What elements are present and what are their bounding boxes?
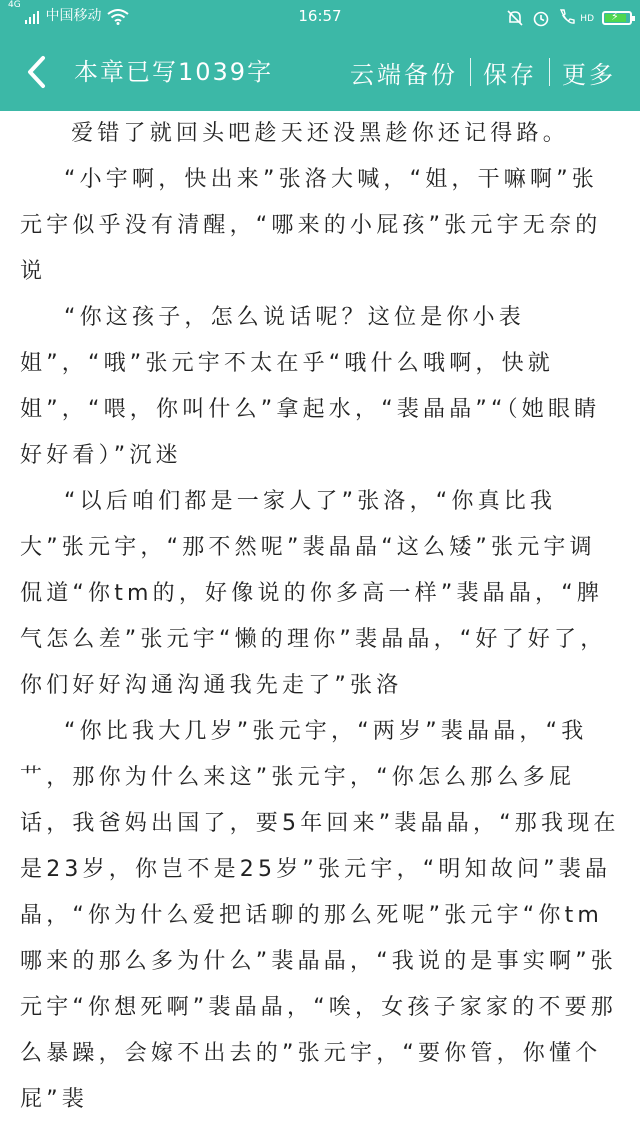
toolbar [0, 40, 640, 104]
paragraph: “你比我大几岁”张元宇，“两岁”裴晶晶，“我艹，那你为什么来这”张元宇，“你怎么那么多屁话，我爸妈出国了，要5年回来”裴晶晶，“那我现在是23岁，你岂不是25岁”张元宇，“明知故问”裴晶晶，“你为什么爱把话聊的那么死呢”张元宇“你tm哪来的那么多为什么”裴晶晶，“我说的是事实啊”张元宇“你想死啊”裴晶晶，“唉，女孩子家家的不要那么暴躁，会嫁不出去的”张元宇，“要你管，你懂个屁”裴 [20, 719, 620, 1112]
carrier-name: 中国移动 [45, 8, 102, 24]
paragraph: “小宇啊，快出来”张洛大喊，“姐，干嘛啊”张元宇似乎没有清醒，“哪来的小屁孩”张元宇无奈的说 [20, 167, 602, 284]
wifi-icon [107, 0, 129, 32]
header-actions [338, 40, 628, 104]
back-button[interactable] [14, 50, 58, 94]
save-button[interactable]: 保存 [483, 60, 537, 89]
paragraph: “以后咱们都是一家人了”张洛，“你真比我大”张元宇，“那不然呢”裴晶晶“这么矮”张元宇调侃道“你tm的，好像说的你多高一样”裴晶晶，“脾气怎么差”张元宇“懒的理你”裴晶晶，“好了好了，你们好好沟通沟通我先走了”张洛 [20, 489, 607, 698]
signal-tag: 4G [8, 0, 21, 10]
hd-label: HD [580, 14, 594, 24]
app-header [0, 0, 640, 111]
chapter-editor[interactable] [0, 111, 640, 1138]
status-left [8, 0, 129, 32]
alarm-icon [532, 2, 550, 34]
status-time: 16:57 [298, 7, 342, 25]
page-title: 本章已写1039字 [74, 58, 274, 86]
chevron-left-icon [25, 55, 47, 89]
silent-icon [506, 2, 524, 34]
status-right [506, 0, 632, 35]
chapter-first-line: 爱错了就回头吧趁天还没黑趁你还记得路。 [71, 121, 569, 146]
signal-icon [8, 0, 39, 32]
hd-call-icon [558, 0, 594, 35]
status-bar [0, 0, 640, 32]
more-button[interactable]: 更多 [562, 60, 616, 89]
cloud-backup-button[interactable]: 云端备份 [350, 60, 458, 89]
paragraph: “你这孩子，怎么说话呢？这位是你小表姐”，“哦”张元宇不太在乎“哦什么哦啊，快就姐”，“喂，你叫什么”拿起水，“裴晶晶”“（她眼睛好好看）”沉迷 [20, 305, 601, 468]
charging-bolt-icon: ⚡ [611, 9, 619, 23]
battery-icon [602, 11, 632, 25]
